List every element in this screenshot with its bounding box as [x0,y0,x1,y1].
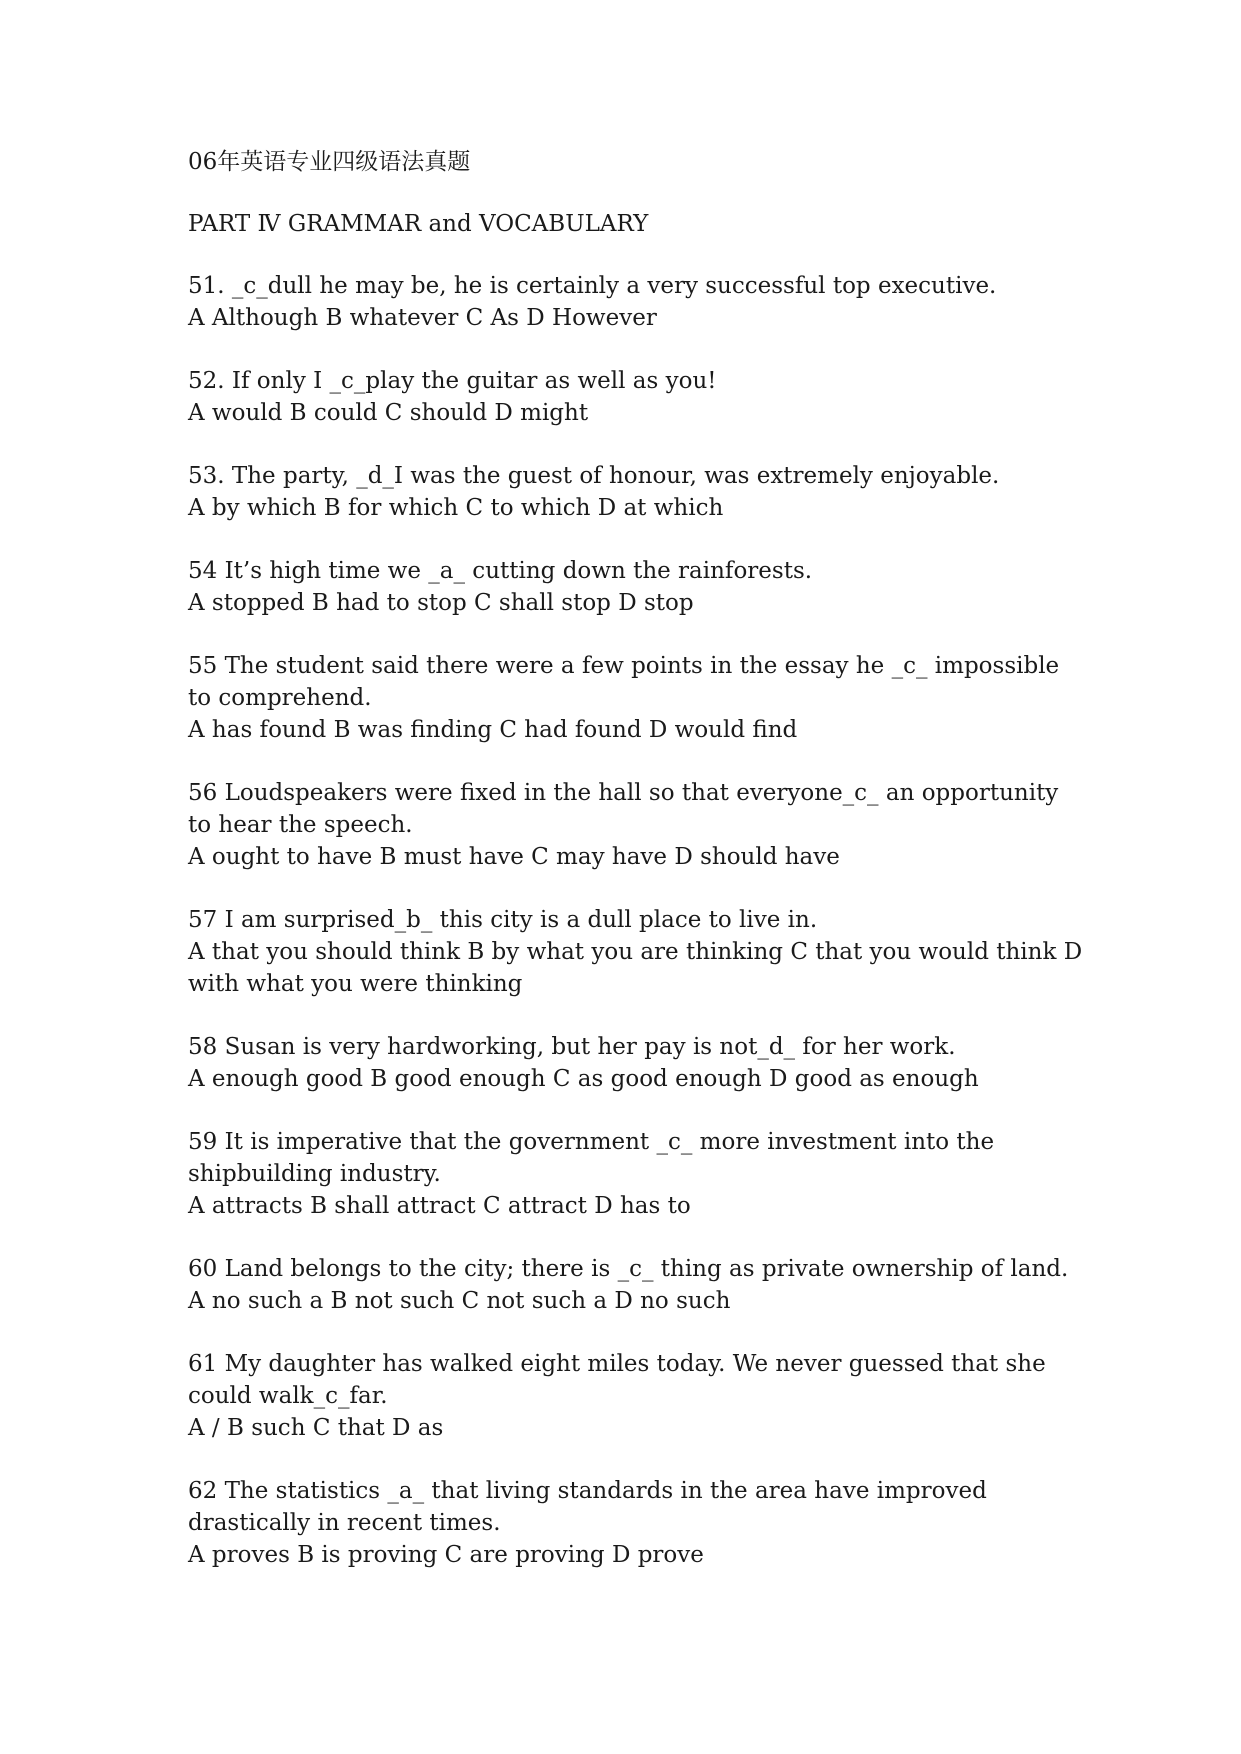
question-options: A no such a B not such C not such a D no such [188,1288,731,1314]
question-54 [188,555,1088,619]
question-51 [188,270,1088,334]
question-options: A would B could C should D might [188,400,589,426]
question-options: A stopped B had to stop C shall stop D stop [188,590,694,616]
question-options: A has found B was finding C had found D would find [188,717,798,743]
question-options: A Although B whatever C As D However [188,305,657,331]
question-55 [188,650,1088,746]
question-options: A by which B for which C to which D at which [188,495,724,521]
question-stem: 55 The student said there were a few points in the essay he _c_ impossible to comprehend. [188,653,1067,711]
question-61 [188,1348,1088,1444]
question-60 [188,1253,1088,1317]
question-options: A enough good B good enough C as good enough D good as enough [188,1066,979,1092]
page-title: 06年英语专业四级语法真题 [188,149,471,175]
question-stem: 62 The statistics _a_ that living standards in the area have improved drastically in recent times. [188,1478,995,1536]
question-59 [188,1126,1088,1222]
question-stem: 57 I am surprised_b_ this city is a dull place to live in. [188,907,818,933]
question-options: A proves B is proving C are proving D prove [188,1542,704,1568]
question-stem: 56 Loudspeakers were fixed in the hall so that everyone_c_ an opportunity to hear the speech. [188,780,1066,838]
question-58 [188,1031,1088,1095]
question-options: A attracts B shall attract C attract D has to [188,1193,691,1219]
question-options: A / B such C that D as [188,1415,444,1441]
question-stem: 58 Susan is very hardworking, but her pay is not_d_ for her work. [188,1034,956,1060]
question-62 [188,1475,1088,1571]
question-stem: 54 It’s high time we _a_ cutting down the rainforests. [188,558,813,584]
question-stem: 59 It is imperative that the government _c_ more investment into the shipbuilding industry. [188,1129,1002,1187]
question-52 [188,365,1088,429]
question-57 [188,904,1088,1000]
question-stem: 52. If only I _c_play the guitar as well as you! [188,368,717,394]
question-56 [188,777,1088,873]
question-stem: 60 Land belongs to the city; there is _c_ thing as private ownership of land. [188,1256,1069,1282]
question-stem: 53. The party, _d_I was the guest of honour, was extremely enjoyable. [188,463,1000,489]
question-stem: 51. _c_dull he may be, he is certainly a very successful top executive. [188,273,997,299]
question-options: A that you should think B by what you are thinking C that you would think D with what you were thinking [188,939,1090,997]
question-53 [188,460,1088,524]
question-stem: 61 My daughter has walked eight miles today. We never guessed that she could walk_c_far. [188,1351,1054,1409]
part-heading: PART Ⅳ GRAMMAR and VOCABULARY [188,211,649,237]
question-options: A ought to have B must have C may have D should have [188,844,840,870]
document-page [188,146,1088,1602]
